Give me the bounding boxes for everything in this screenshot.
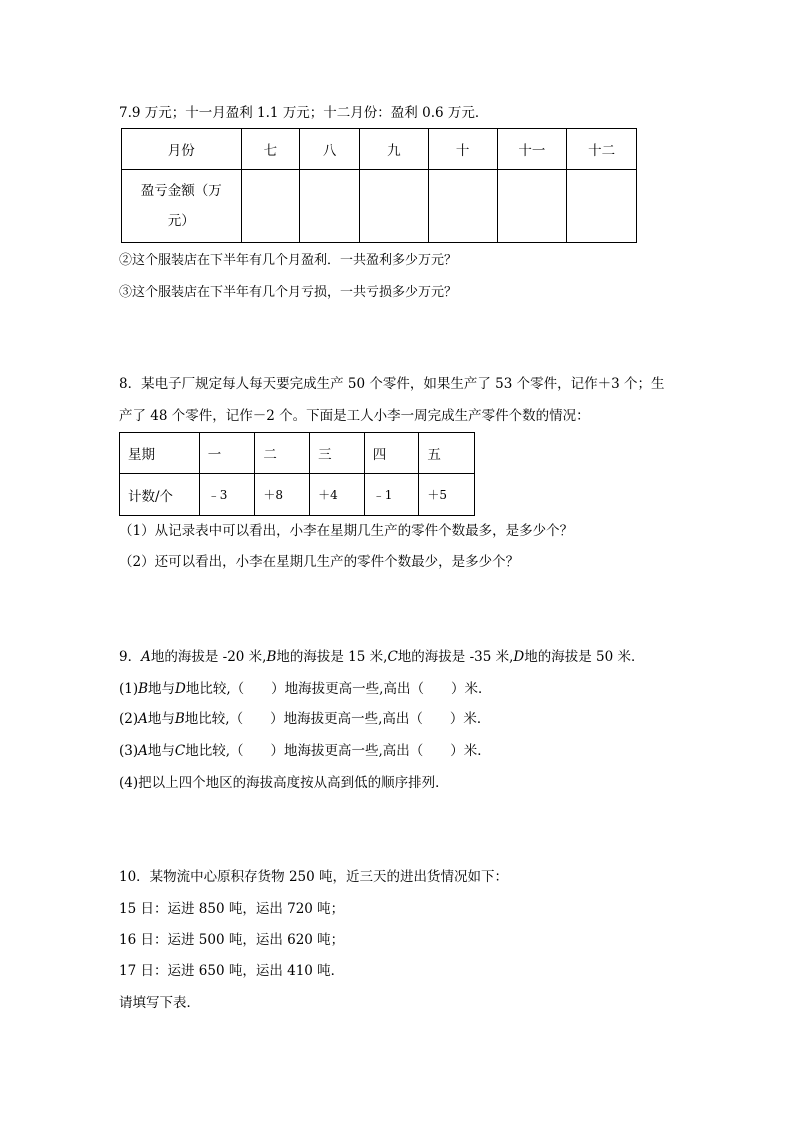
- table-cell: ﹣1: [364, 474, 419, 516]
- table-header-cell: 月份: [122, 129, 242, 170]
- intro-text: 地的海拔是 -20 米,: [150, 649, 267, 665]
- q10-fill-instruction: 请填写下表．: [119, 995, 200, 1011]
- sub-text: 地与: [147, 711, 175, 727]
- table-header-cell: 一: [199, 433, 255, 474]
- sub-number: (1): [119, 681, 139, 697]
- table-row: [122, 170, 637, 243]
- place-b: B: [266, 649, 277, 665]
- place-label: A: [138, 711, 148, 727]
- answer-cell[interactable]: [428, 170, 497, 243]
- table-cell: 计数/个: [120, 474, 200, 516]
- sub-text: 地比较,（ ）地海拔更高一些,高出（ ）米．: [184, 711, 491, 727]
- table-header-cell: 十一: [497, 129, 567, 170]
- table-cell: ＋4: [310, 474, 365, 516]
- answer-cell[interactable]: [241, 170, 300, 243]
- place-label: C: [174, 743, 186, 759]
- row-label-line: 元）: [167, 213, 195, 229]
- q9-sub-question-2: [119, 713, 490, 727]
- intro-text: 地的海拔是 15 米,: [276, 649, 388, 665]
- intro-text: 地的海拔是 -35 米,: [397, 649, 514, 665]
- answer-cell[interactable]: [497, 170, 567, 243]
- q9-sub-question-4: (4)把以上四个地区的海拔高度按从高到低的顺序排列．: [119, 775, 449, 791]
- answer-cell[interactable]: [360, 170, 429, 243]
- table-header-row: [122, 129, 637, 170]
- place-d: D: [513, 649, 525, 665]
- answer-cell[interactable]: [567, 170, 637, 243]
- row-label-cell: [122, 170, 242, 243]
- table-cell: ＋8: [255, 474, 310, 516]
- table-header-cell: 四: [364, 433, 419, 474]
- row-label-line: 盈亏金额（万: [140, 183, 222, 199]
- sub-text: 地与: [148, 681, 176, 697]
- q8-line-1: 8．某电子厂规定每人每天要完成生产 50 个零件，如果生产了 53 个零件，记作＋3 个；生: [119, 376, 665, 392]
- table-header-cell: 九: [360, 129, 429, 170]
- table-header-row: [120, 433, 475, 474]
- q10-day-17: 17 日：运进 650 吨，运出 410 吨．: [119, 963, 345, 979]
- q8-parts-table: [119, 432, 475, 516]
- q9-sub-question-3: [119, 745, 491, 759]
- sub-number: (3): [119, 743, 139, 759]
- table-header-cell: 五: [419, 433, 475, 474]
- place-label: B: [138, 681, 149, 697]
- q10-day-16: 16 日：运进 500 吨，运出 620 吨；: [119, 932, 345, 948]
- table-cell: ＋5: [419, 474, 475, 516]
- table-header-cell: 七: [241, 129, 300, 170]
- question-number: 9．: [119, 649, 142, 665]
- sub-text: 地比较,（ ）地海拔更高一些,高出（ ）米．: [185, 743, 491, 759]
- place-label: B: [174, 711, 185, 727]
- q8-line-2: 产了 48 个零件，记作－2 个。下面是工人小李一周完成生产零件个数的情况：: [119, 408, 590, 424]
- sub-text: 地与: [147, 743, 175, 759]
- q10-intro: 10．某物流中心原积存货物 250 吨，近三天的进出货情况如下：: [119, 869, 509, 885]
- q7-sub-question-2: ②这个服装店在下半年有几个月盈利．一共盈利多少万元？: [119, 253, 458, 268]
- place-label: D: [175, 681, 186, 697]
- place-a: A: [141, 649, 151, 665]
- table-header-cell: 十: [428, 129, 497, 170]
- place-label: A: [138, 743, 148, 759]
- q9-sub-question-1: [119, 683, 491, 697]
- table-header-cell: 星期: [120, 433, 200, 474]
- table-row: [120, 474, 475, 516]
- table-header-cell: 二: [255, 433, 310, 474]
- place-c: C: [387, 649, 398, 665]
- q9-intro: [119, 651, 645, 665]
- q8-sub-question-2: （2）还可以看出，小李在星期几生产的零件个数最少，是多少个？: [119, 554, 520, 570]
- sub-number: (2): [119, 711, 139, 727]
- table-header-cell: 八: [300, 129, 360, 170]
- intro-text: 地的海拔是 50 米．: [524, 649, 645, 665]
- q7-top-line: 7.9 万元；十一月盈利 1.1 万元；十二月份：盈利 0.6 万元．: [119, 105, 489, 121]
- sub-text: 地比较,（ ）地海拔更高一些,高出（ ）米．: [185, 681, 492, 697]
- q8-sub-question-1: （1）从记录表中可以看出，小李在星期几生产的零件个数最多，是多少个？: [119, 523, 574, 539]
- answer-cell[interactable]: [300, 170, 360, 243]
- q7-profit-table: [121, 128, 637, 243]
- table-cell: ﹣3: [199, 474, 255, 516]
- q10-day-15: 15 日：运进 850 吨，运出 720 吨；: [119, 901, 345, 917]
- table-header-cell: 十二: [567, 129, 637, 170]
- q7-sub-question-3: ③这个服装店在下半年有几个月亏损，一共亏损多少万元？: [119, 285, 458, 300]
- table-header-cell: 三: [310, 433, 365, 474]
